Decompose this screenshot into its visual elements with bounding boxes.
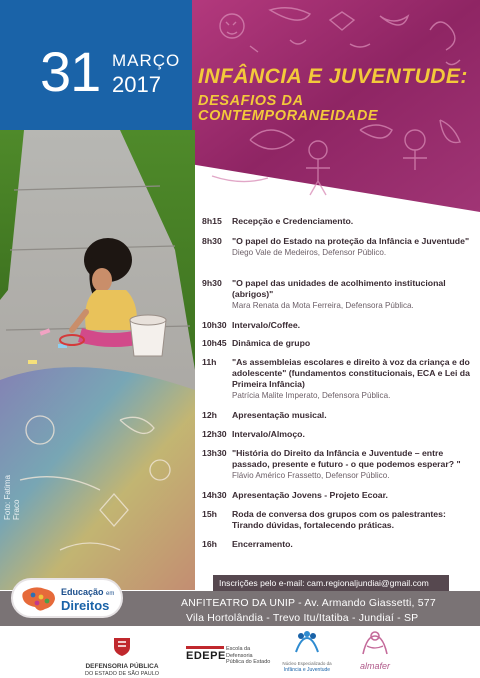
nucleo-logo: [280, 630, 334, 673]
venue-address: ANFITEATRO DA UNIP - Av. Armando Giassetti, 577: [181, 597, 436, 609]
schedule-speaker: Mara Renata da Mota Ferreira, Defensora Pública.: [232, 301, 414, 310]
venue-neighborhood: Vila Hortolândia - Trevo Itu/Itatiba - Jundiaí - SP: [186, 612, 419, 624]
schedule-time: 10h30: [202, 320, 227, 330]
edepe-word: EDEPE: [186, 650, 226, 662]
almafer-figure-icon: [355, 630, 395, 658]
badge-em-text: em: [106, 591, 115, 597]
brazil-map-icon: [19, 585, 59, 613]
schedule-activity: "História do Direito da Infância e Juventude – entre passado, presente e futuro - o que podemos esperar? ": [232, 448, 461, 469]
defensoria-logo: [84, 636, 160, 678]
schedule-time: 10h45: [202, 338, 227, 348]
schedule-activity: "As assembleias escolares e direito à voz da criança e do adolescente" (fundamentos constitucionais, ECA e Lei da Primeira Infância): [232, 357, 470, 389]
event-day: 31: [40, 40, 101, 103]
schedule-activity: Apresentação musical.: [232, 410, 327, 420]
schedule-time: 15h: [202, 509, 217, 519]
almafer-word: almafer: [359, 661, 390, 671]
event-subtitle: DESAFIOS DA CONTEMPORANEIDADE: [198, 93, 379, 124]
schedule-activity: "O papel do Estado na proteção da Infância e Juventude": [232, 236, 470, 246]
defensoria-state: DO ESTADO DE SÃO PAULO: [84, 671, 160, 677]
schedule-activity: Dinâmica de grupo: [232, 338, 311, 348]
schedule-speaker: Flávio Américo Frassetto, Defensor Público.: [232, 471, 390, 480]
event-year: 2017: [112, 72, 161, 97]
nucleo-line1: Núcleo Especializado da: [282, 661, 332, 666]
people-icon: [292, 630, 322, 656]
photo-credit: Foto: Fatima Fraco: [3, 475, 21, 520]
defensoria-name: DEFENSORIA PÚBLICA: [85, 663, 159, 670]
schedule-time: 8h15: [202, 216, 222, 226]
edepe-bar: [186, 646, 224, 649]
schedule-time: 12h: [202, 410, 217, 420]
badge-top: [61, 587, 114, 597]
schedule-time: 9h30: [202, 278, 222, 288]
schedule-time: 13h30: [202, 448, 227, 458]
edepe-subtitle: Escola da Defensoria Pública do Estado: [226, 646, 271, 665]
nucleo-line2: Infância e Juventude: [283, 666, 331, 673]
schedule-time: 8h30: [202, 236, 222, 246]
crest-icon: [111, 636, 133, 656]
schedule-activity: Intervalo/Coffee.: [232, 320, 301, 330]
edepe-logo: [186, 646, 271, 676]
schedule-speaker: Diego Vale de Medeiros, Defensor Público.: [232, 248, 387, 257]
badge-bottom: Direitos: [61, 598, 110, 613]
schedule-activity: "O papel das unidades de acolhimento institucional (abrigos)": [232, 278, 446, 299]
educacao-em-direitos-badge: [11, 578, 123, 618]
registration-bar: [213, 575, 449, 591]
badge-top-text: Educação: [61, 587, 104, 597]
almafer-logo: [350, 630, 400, 671]
schedule-activity: Roda de conversa dos grupos com os palestrantes: Tirando dúvidas, fortalecendo práticas.: [232, 509, 446, 530]
schedule-activity: Encerramento.: [232, 539, 293, 549]
schedule-time: 12h30: [202, 429, 227, 439]
registration-email[interactable]: Inscrições pelo e-mail: cam.regionaljundiai@gmail.com: [219, 578, 429, 588]
schedule-activity: Recepção e Credenciamento.: [232, 216, 354, 226]
child-chalk-photo: [0, 130, 195, 590]
schedule-activity: Intervalo/Almoço.: [232, 429, 305, 439]
sponsor-logos: [0, 626, 480, 678]
schedule-time: 16h: [202, 539, 217, 549]
schedule-time: 14h30: [202, 490, 227, 500]
schedule-activity: Apresentação Jovens - Projeto Ecoar.: [232, 490, 388, 500]
schedule-speaker: Patrícia Malite Imperato, Defensora Pública.: [232, 391, 391, 400]
schedule-time: 11h: [202, 357, 217, 367]
event-month: MARÇO: [112, 51, 181, 70]
event-title: INFÂNCIA E JUVENTUDE:: [198, 65, 468, 88]
